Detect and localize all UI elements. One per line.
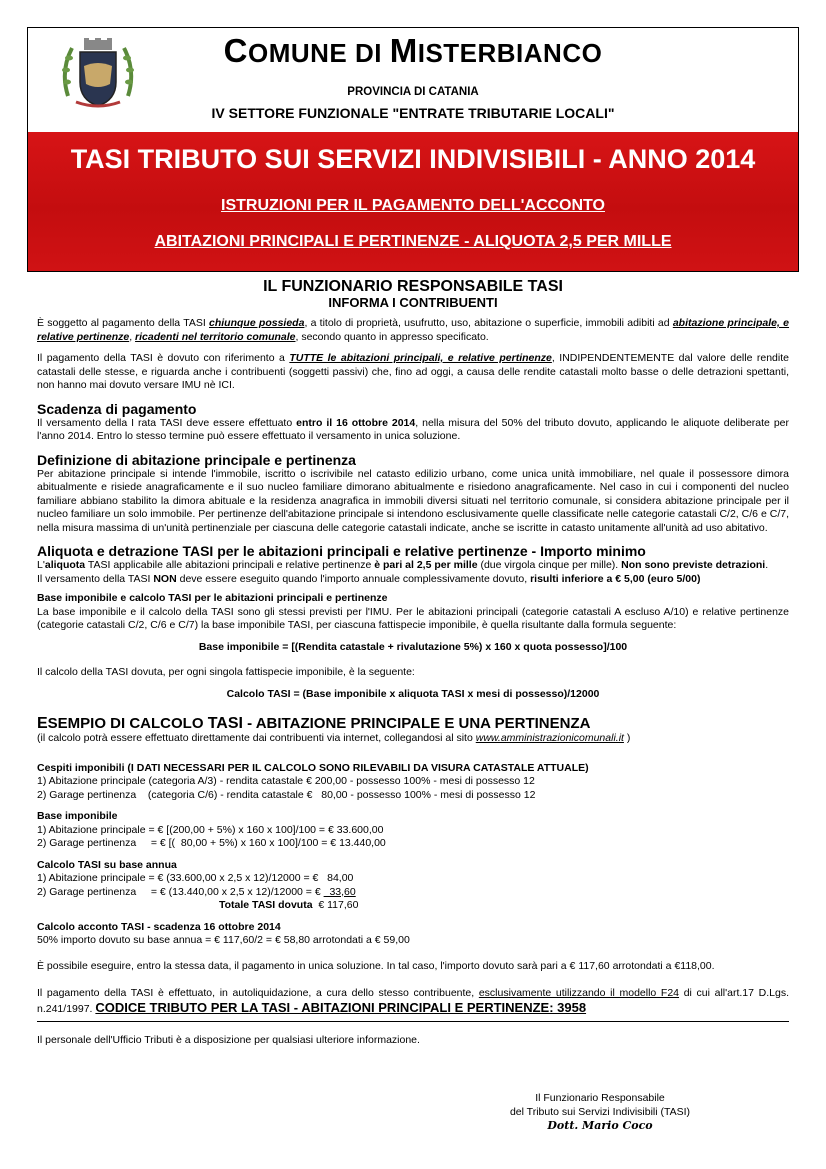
esempio-note: (il calcolo potrà essere effettuato direttamente dai contribuenti via internet, collegandosi al sito www.amministrazionicomunali.it ): [37, 732, 631, 744]
definizione-heading: Definizione di abitazione principale e pertinenza: [37, 451, 356, 468]
annua-row-1: 1) Abitazione principale = € (33.600,00 x 2,5 x 12)/12000 = € 84,00: [37, 872, 354, 884]
firma-name: Dott. Mario Coco: [547, 1119, 653, 1132]
formula-base-imponibile: Base imponibile = [(Rendita catastale + rivalutazione 5%) x 160 x quota possesso]/100: [198, 640, 628, 653]
totale-row: Totale TASI dovuta € 117,60: [219, 899, 359, 911]
funzionario-title: IL FUNZIONARIO RESPONSABILE TASI: [263, 278, 563, 295]
firma-line-2: del Tributo sui Servizi Indivisibili (TASI): [509, 1105, 691, 1118]
scadenza-heading: Scadenza di pagamento: [37, 400, 197, 417]
intro-paragraph-2: Il pagamento della TASI è dovuto con riferimento a TUTTE le abitazioni principali, e relative pertinenze, INDIPENDENTEMENTE dal valore delle rendite catastali delle stesse, e riguarda anche i contribuenti (soggetti passivi) che, fino ad oggi, a causa delle rendite catastali molto basse o delle detrazioni spettanti, non hanno mai dovuto versare IMU nè ICI.: [37, 352, 789, 391]
cespite-row-1: 1) Abitazione principale (categoria A/3) - rendita catastale € 200,00 - possesso 100% - mesi di possesso 12: [37, 775, 535, 787]
firma-line-1: Il Funzionario Responsabile: [535, 1092, 665, 1104]
provincia-label: PROVINCIA DI CATANIA: [347, 86, 479, 98]
annua-label: Calcolo TASI su base annua: [37, 858, 177, 871]
acconto-text: 50% importo dovuto su base annua = € 117,60/2 = € 58,80 arrotondati a € 59,00: [37, 934, 410, 946]
amministrazioni-link[interactable]: www.amministrazionicomunali.it: [475, 732, 624, 744]
cespite-row-2: 2) Garage pertinenza (categoria C/6) - rendita catastale € 80,00 - possesso 100% - mesi di possesso 12: [37, 788, 536, 801]
scadenza-text: Il versamento della I rata TASI deve essere effettuato entro il 16 ottobre 2014, nella misura del 50% del tributo dovuto, applicando le aliquote deliberate per l'anno 2014. Entro lo stesso termine può essere effettuato il versamento in unica soluzione.: [37, 416, 790, 442]
banner-subtitle-istruzioni: ISTRUZIONI PER IL PAGAMENTO DELL'ACCONTO: [221, 197, 605, 214]
esempio-title: ESEMPIO DI CALCOLO TASI - ABITAZIONE PRINCIPALE E UNA PERTINENZA: [37, 715, 591, 732]
comune-title: COMUNE DI MISTERBIANCO: [223, 32, 603, 69]
calcolo-text: Il calcolo della TASI dovuta, per ogni singola fattispecie imponibile, è la seguente:: [37, 666, 415, 678]
banner-subtitle-aliquota: ABITAZIONI PRINCIPALI E PERTINENZE - ALIQUOTA 2,5 PER MILLE: [154, 233, 672, 250]
settore-label: IV SETTORE FUNZIONALE "ENTRATE TRIBUTARIE LOCALI": [211, 105, 615, 121]
importo-minimo-text: Il versamento della TASI NON deve essere eseguito quando l'importo annuale complessivamente dovuto, risulti inferiore a € 5,00 (euro 5/00): [37, 572, 701, 585]
aliquota-heading: Aliquota e detrazione TASI per le abitazioni principali e relative pertinenze - Importo minimo: [37, 543, 646, 559]
intro-paragraph-1: È soggetto al pagamento della TASI chiunque possieda, a titolo di proprietà, usufrutto, uso, abitazione o superficie, immobili adibiti ad abitazione principale, e relative pertinenze, ricadenti nel territorio comunale, secondo quanto in appresso specificato.: [37, 317, 790, 343]
cespiti-label: Cespiti imponibili (I DATI NECESSARI PER IL CALCOLO SONO RILEVABILI DA VISURA CATASTALE ATTUALE): [37, 761, 589, 774]
definizione-text: Per abitazione principale si intende l'immobile, iscritto o iscrivibile nel catasto edilizio urbano, come unica unità immobiliare, nel quale il possessore dimora abitualmente e risiede anagraficamente e il suo nucleo familiare dimorano abitualmente e risiedono anagraficamente. Nel caso in cui i componenti del nucleo familiare abbiano stabilito la dimora abituale e la residenza anagrafica in immobili diversi situati nel territorio comunale, si considera abitazione principale per il nucleo familiare un solo immobile. Per pertinenze dell'abitazione principale si intendono esclusivamente quelle classificate nelle categorie catastali C/2, C/6 e C/7, nella misura massima di un'unità pertinenziale per ciascuna delle categorie catastali indicate, anche se iscritte in catasto unitamente all'unità ad uso abitativo.: [37, 467, 789, 534]
aliquota-text: L'aliquota TASI applicabile alle abitazioni principali e relative pertinenze è pari al 2,5 per mille (due virgola cinque per mille). Non sono previste detrazioni.: [37, 559, 769, 571]
codice-tributo: CODICE TRIBUTO PER LA TASI - ABITAZIONI PRINCIPALI E PERTINENZE: 3958: [95, 999, 587, 1015]
unica-soluzione-text: È possibile eseguire, entro la stessa data, il pagamento in unica soluzione. In tal caso, l'importo dovuto sarà pari a € 117,60 arrotondati a €118,00.: [37, 959, 715, 972]
base-imponibile-label: Base imponibile: [37, 810, 118, 822]
base-text: La base imponibile e il calcolo della TASI sono gli stessi previsti per l'IMU. Per le abitazioni principali (categorie catastali A escluso A/10) e relative pertinenze (categorie catastali C/2, C/6 e C/7) la base imponibile TASI, per ciascuna fattispecie imponibile, è quella risultante dalla formula seguente:: [37, 605, 789, 631]
informa-subtitle: INFORMA I CONTRIBUENTI: [328, 294, 498, 310]
annua-row-2: 2) Garage pertinenza = € (13.440,00 x 2,5 x 12)/12000 = € 33,60: [37, 885, 356, 898]
base-heading: Base imponibile e calcolo TASI per le abitazioni principali e pertinenze: [37, 592, 388, 604]
personale-text: Il personale dell'Ufficio Tributi è a disposizione per qualsiasi ulteriore informazione.: [37, 1034, 420, 1046]
firma-block: [470, 1092, 730, 1133]
divider: [37, 1021, 789, 1022]
f24-text: Il pagamento della TASI è effettuato, in autoliquidazione, a cura dello stesso contribuente, esclusivamente utilizzando il modello F24 di cui all'art.17 D.Lgs. n.241/1997. CODICE TRIBUTO PER LA TASI - ABITAZIONI PRINCIPALI E PERTINENZE: 3958: [37, 987, 789, 1015]
base-row-1: 1) Abitazione principale = € [(200,00 + 5%) x 160 x 100]/100 = € 33.600,00: [37, 823, 384, 836]
base-row-2: 2) Garage pertinenza = € [( 80,00 + 5%) x 160 x 100]/100 = € 13.440,00: [37, 837, 386, 849]
acconto-label: Calcolo acconto TASI - scadenza 16 ottobre 2014: [37, 920, 281, 933]
formula-calcolo-tasi: Calcolo TASI = (Base imponibile x aliquota TASI x mesi di possesso)/12000: [226, 687, 600, 700]
document-body: [37, 280, 789, 1048]
banner-title: TASI TRIBUTO SUI SERVIZI INDIVISIBILI - ANNO 2014: [70, 144, 756, 174]
